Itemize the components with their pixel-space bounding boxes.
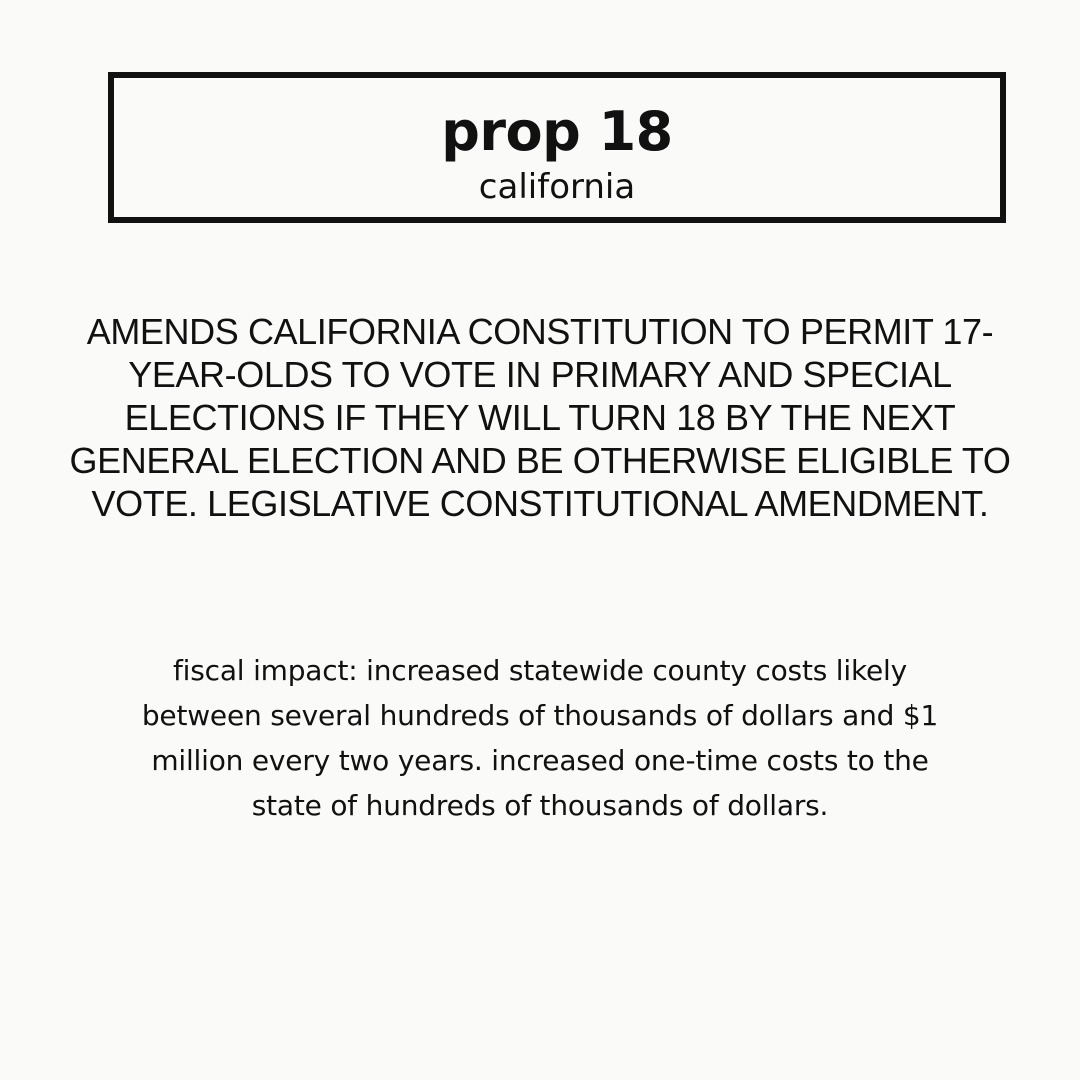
summary-line: YEAR-OLDS TO VOTE IN PRIMARY AND SPECIAL [128, 354, 952, 395]
summary-line: AMENDS CALIFORNIA CONSTITUTION TO PERMIT 17- [86, 311, 994, 352]
summary-line: GENERAL ELECTION AND BE OTHERWISE ELIGIBLE TO [69, 440, 1011, 481]
fiscal-line: million every two years. increased one-time costs to the [151, 744, 929, 777]
fiscal-line: fiscal impact: increased statewide county costs likely [173, 654, 907, 687]
proposition-summary [60, 310, 1020, 525]
fiscal-line: between several hundreds of thousands of dollars and $1 [141, 699, 939, 732]
summary-line: VOTE. LEGISLATIVE CONSTITUTIONAL AMENDMENT. [91, 483, 989, 524]
title-box [108, 72, 1006, 223]
fiscal-line: state of hundreds of thousands of dollars. [251, 789, 829, 822]
state-subtitle: california [478, 167, 636, 207]
fiscal-impact [110, 648, 970, 828]
summary-line: ELECTIONS IF THEY WILL TURN 18 BY THE NEXT [124, 397, 956, 438]
proposition-title: prop 18 [441, 100, 673, 163]
